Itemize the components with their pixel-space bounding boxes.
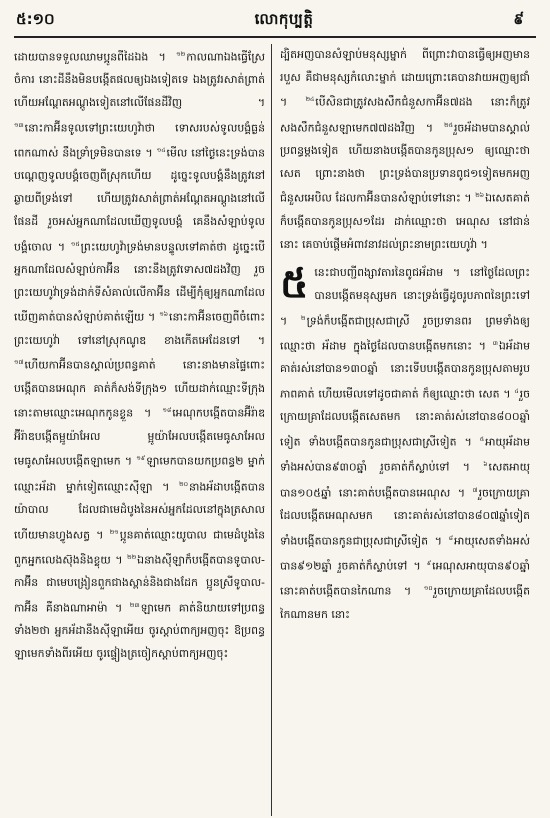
verse-number: ១៩ <box>136 455 146 463</box>
chapter-number: ៥ <box>280 260 309 308</box>
verse-text: នាងអ័ដាបង្កើតបានយ៉ាបាល ដែលជាមេដំបូងនៃអស់អ្នកដែលនៅក្នុងត្រសាល ហើយមានហ្វូងសត្វ ។ <box>14 480 265 542</box>
verse-text: នេះជាបញ្ជីពង្សាវតារនៃពូជអ័ដាម ។ នៅថ្ងៃដែលព្រះបានបង្កើតមនុស្សមក នោះទ្រង់ធ្វើដូចរូបភាពនៃព្រះទៅ ។ <box>280 266 530 328</box>
verse-number: ៧ <box>472 486 478 494</box>
verse-text: រួចក្រោយគ្រាដែលបង្កើតសេតមក នោះគាត់រស់នៅបាន៨០០ឆ្នាំទៀត ទាំងបង្កើតបានកូនជាប្រុសជាស្រីទៀត ។ <box>280 387 530 449</box>
verse-number: ៥ <box>479 436 485 443</box>
verse-number: ១០ <box>423 585 433 593</box>
chapter-verse-reference: ៥:១០ <box>16 10 55 28</box>
page-header <box>10 8 540 34</box>
verse-number: ៦ <box>483 461 488 469</box>
paragraph <box>280 44 530 256</box>
verse-text: អាយុអ័ដាមទាំងអស់បាន៩៣០ឆ្នាំ រួចគាត់ក៏ស្លាប់ទៅ ។ <box>280 435 530 474</box>
verse-number: ២១ <box>109 528 119 536</box>
text-columns <box>10 44 540 816</box>
verse-number: ១៧ <box>14 359 24 367</box>
verse-text: កាលណាឯងធ្វើស្រែចំការ នោះដីនឹងមិនបង្កើតផលឲ្យឯងទៀតទេ ឯងត្រូវរសាត់ព្រាត់ ហើយអណ្តែតអណ្តូងទៀតនៅលើផែនដីវិញ ។ <box>14 50 265 110</box>
verse-text: ឯអ័ដាមគាត់រស់នៅបាន១៣០ឆ្នាំ នោះទើបបង្កើតបានកូនប្រុសតាមរូបភាពគាត់ ហើយមើលទៅដូចជាគាត់ ក៏ឲ្យឈ្មោះថា សេត ។ <box>280 339 530 401</box>
verse-text: ឡាមេកបានយកប្រពន្ធ២ ម្នាក់ឈ្មោះអ័ដា ម្នាក់ទៀតឈ្មោះស៊ីឡា ។ <box>14 454 265 494</box>
verse-text: ដ្បិតអញបានសំឡាប់មនុស្សម្នាក់ ពីព្រោះវាបានធ្វើឲ្យអញមានរបួស គឺជាមនុស្សកំលោះម្នាក់ ដោយព្រោះគេបានវាយអញឲ្យជាំ ។ <box>280 48 530 110</box>
verse-number: ១៦ <box>159 311 169 319</box>
verse-text: នោះកាអ៊ីនទូលទៅព្រះយេហូវ៉ាថា ទោសរបស់ទូលបង្គំធ្ងន់ពេកណាស់ នឹងទ្រាំទ្រមិនបានទេ ។ <box>14 121 265 160</box>
verse-text: អេណុសអាយុបាន៩០ឆ្នាំ នោះគាត់បង្កើតបានកៃណាន ។ <box>280 559 530 598</box>
verse-number: ៩ <box>426 560 432 568</box>
verse-number: ៨ <box>448 534 453 542</box>
paragraph <box>280 262 530 626</box>
left-column <box>10 44 272 816</box>
verse-text: រួចអ័ដាមបានស្គាល់ប្រពន្ធម្តងទៀត ហើយនាងបង្កើតបានកូនប្រុស១ ឲ្យឈ្មោះថា សេត ព្រោះនាងថា ព្រះទ្រង់បានប្រទានពូជ១ទៀតមកអញជំនួសអេបិល ដែលកាអ៊ីនបានសំឡាប់ទៅនោះ ។ <box>280 121 530 206</box>
verse-number: ១២ <box>176 51 186 58</box>
verse-number: ១៣ <box>14 121 24 129</box>
verse-text: រួចក្រោយគ្រាដែលបង្កើតអេណុសមក នោះគាត់រស់នៅបាន៨០៧ឆ្នាំទៀត ទាំងបង្កើតបានកូនជាប្រុសជាស្រីទៀត ។ <box>280 486 530 548</box>
verse-text: ឡាមេក គាត់និយាយទៅប្រពន្ធទាំង២ថា អ្នកអ័ដានឹងស៊ីឡាអើយ ចូរស្តាប់ពាក្យអញចុះ ឱប្រពន្ធឡាមេកទាំងពីរអើយ ចូរផ្ទៀងត្រចៀកស្តាប់ពាក្យអញចុះ <box>14 601 265 661</box>
verse-number: ៣ <box>492 339 498 347</box>
page-number: ៩ <box>513 10 524 28</box>
verse-text: ព្រះយេហូវ៉ាទ្រង់មានបន្ទូលទៅគាត់ថា ដូច្នេះបើអ្នកណាដែលសំឡាប់កាអ៊ីន នោះនឹងត្រូវទោស៧ដងវិញ រួចព្រះយេហូវ៉ាទ្រង់ដាក់ទីសំគាល់លើកាអ៊ីន ដើម្បីកុំឲ្យអ្នកណាដែលឃើញគាត់បានសំឡាប់គាត់ឡើយ ។ <box>14 240 265 324</box>
verse-number: ២៤ <box>305 96 315 104</box>
book-title: លោកុប្បត្តិ <box>254 10 314 28</box>
verse-text: សេតអាយុបាន១០៥ឆ្នាំ នោះគាត់បង្កើតបានអេណុស ។ <box>280 460 530 500</box>
verse-text: ដោយបានទទួលឈាមប្អូនពីដៃឯង ។ <box>14 50 177 64</box>
right-column <box>272 44 534 816</box>
paragraph <box>14 44 265 666</box>
verse-text: ឯនាងស៊ីឡាក៏បង្កើតបានទូបាល-កាអ៊ីន ជាមេបង្រៀនពួកជាងស្ពាន់និងជាងដែក ប្អូនស្រីទូបាល-កាអ៊ីន គឺនាងណាអាម៉ា ។ <box>14 553 265 615</box>
verse-text: ប្អូនគាត់ឈ្មោះយូបាល ជាមេដំបូងនៃពួកអ្នកលេងស៊ុងនិងខ្លុយ ។ <box>14 528 265 567</box>
verse-number: ៤ <box>514 387 519 395</box>
verse-text: ឯសេតគាត់ក៏បង្កើតបានកូនប្រុស១ដែរ ដាក់ឈ្មោះថា អេណុស នៅជាន់នោះ គេចាប់ផ្តើមអំពាវនាវដល់ព្រះនាមព្រះយេហូវ៉ា ។ <box>280 192 530 251</box>
verse-text: បើសិនជាត្រូវសងសឹកជំនួសកាអ៊ីន៧ដង នោះក៏ត្រូវសងសឹកជំនួសឡាមេក៧៧ដងវិញ ។ <box>280 96 530 135</box>
verse-number: ២៦ <box>475 192 485 200</box>
verse-text: នោះកាអ៊ីនចេញពីចំពោះព្រះយេហូវ៉ា ទៅនៅស្រុកណូឌ ខាងកើតអេដែនទៅ ។ <box>14 310 265 347</box>
verse-text: ហើយកាអ៊ីនបានស្គាល់ប្រពន្ធគាត់ នោះនាងមានផ្ទៃពោះបង្កើតបានអេណុក គាត់ក៏សង់ទីក្រុង១ ហើយដាក់ឈ្មោះទីក្រុងនោះតាមឈ្មោះអេណុកកូនខ្លួន ។ <box>14 358 265 420</box>
verse-text: ទ្រង់ក៏បង្កើតជាប្រុសជាស្រី រួចប្រទានពរ ព្រមទាំងឲ្យឈ្មោះថា អ័ដាម ក្នុងថ្ងៃដែលបានបង្កើតមកនោះ ។ <box>280 314 530 353</box>
verse-number: ១៤ <box>156 147 166 155</box>
verse-number: ២០ <box>179 480 188 488</box>
verse-number: ២៣ <box>129 602 140 610</box>
header-rule <box>14 36 536 38</box>
verse-text: រួចក្រោយគ្រាដែលបង្កើតកៃណានមក នោះ <box>280 584 530 621</box>
verse-number: ១៥ <box>70 240 80 248</box>
verse-number: ២៥ <box>444 121 453 129</box>
verse-number: ២២ <box>127 554 137 562</box>
verse-number: ២ <box>301 314 306 322</box>
verse-number: ១៨ <box>162 407 172 415</box>
verse-text: មើល នៅថ្ងៃនេះទ្រង់បានបណ្តេញទូលបង្គំចេញពីស្រុកហើយ ដូច្នេះទូលបង្គំនឹងត្រូវនៅឆ្ងាយពីទ្រង់ទៅ ហើយត្រូវរសាត់ព្រាត់អណ្តែតអណ្តូងនៅលើផែនដី រួចអស់អ្នកណាដែលឃើញទូលបង្គំ គេនឹងសំឡាប់ទូលបង្គំចោល ។ <box>14 146 265 254</box>
verse-text: អាយុសេតទាំងអស់បាន៩១២ឆ្នាំ រួចគាត់ក៏ស្លាប់ទៅ ។ <box>280 534 530 573</box>
verse-text: អេណុកបង្កើតបានអ៊ីរ៉ាឌ អ៊ីរ៉ាឌបង្កើតម្អូយ៉ាអែល ម្អូយ៉ាអែលបង្កើតមេធូសាអែល មេធូសាអែលបង្កើតឡាមេក ។ <box>14 406 265 468</box>
